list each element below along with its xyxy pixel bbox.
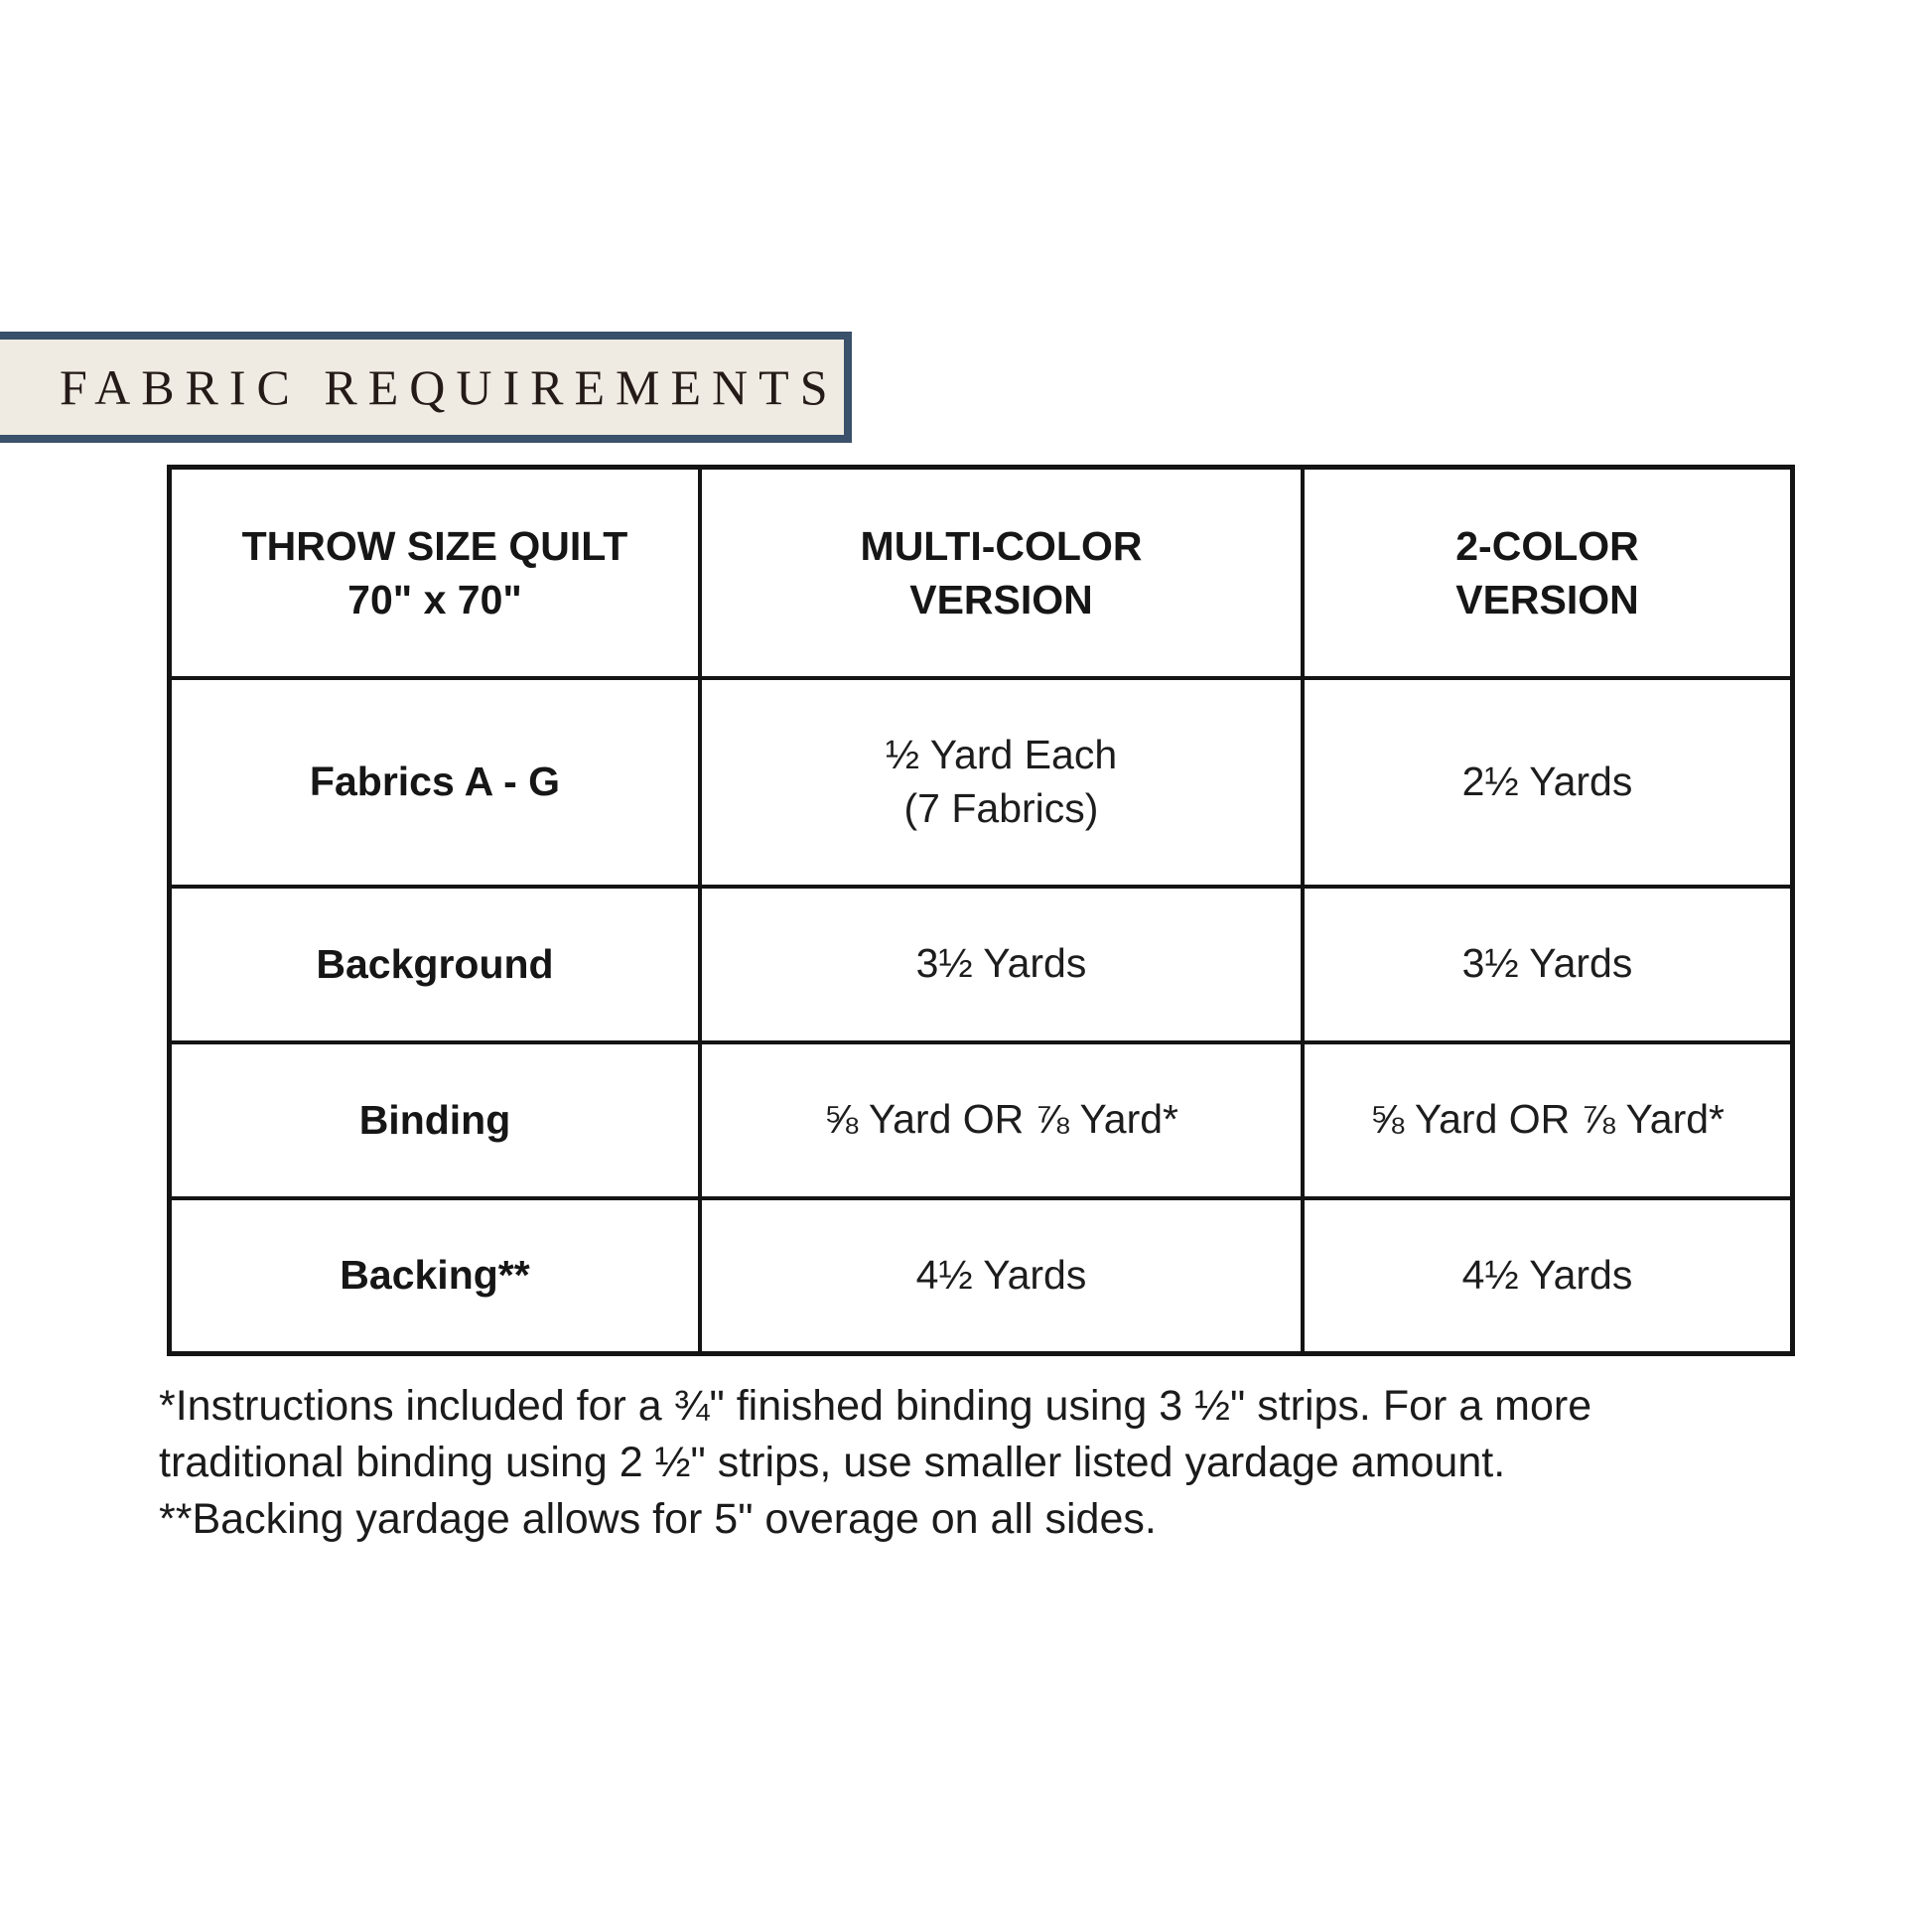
row-label-cell [170, 887, 701, 1042]
header-line: 2-COLOR [1455, 522, 1639, 569]
table-row-fabrics-a-g [170, 678, 1793, 887]
cell-value-line: ⅝ Yard OR ⅞ Yard* [823, 1096, 1179, 1143]
multi-color-value-cell [700, 1198, 1303, 1354]
fabric-requirements-table [167, 465, 1795, 1356]
row-label: Background [316, 940, 554, 987]
cell-value-line: ½ Yard Each [885, 732, 1118, 778]
cell-value-line: ⅝ Yard OR ⅞ Yard* [1369, 1096, 1725, 1143]
multi-color-value-cell [700, 887, 1303, 1042]
cell-value-line: (7 Fabrics) [903, 784, 1099, 831]
multi-color-value-cell [700, 678, 1303, 887]
table-row-backing [170, 1198, 1793, 1354]
table-row-binding [170, 1042, 1793, 1198]
header-cell-multi-color-version [700, 468, 1303, 678]
header-line: MULTI-COLOR [860, 522, 1143, 569]
row-label: Backing** [340, 1252, 530, 1299]
header-line: 70" x 70" [347, 576, 522, 622]
footnotes-block [159, 1378, 1787, 1549]
footnote-line-binding-1: *Instructions included for a ¾" finished binding using 3 ½" strips. For a more [159, 1382, 1592, 1430]
table-header-row [170, 468, 1793, 678]
table-row-background [170, 887, 1793, 1042]
row-label-cell [170, 1042, 701, 1198]
row-label-cell [170, 678, 701, 887]
cell-value-line: 4½ Yards [1461, 1252, 1633, 1299]
two-color-value-cell [1303, 1198, 1793, 1354]
two-color-value-cell [1303, 1042, 1793, 1198]
header-line: VERSION [909, 576, 1093, 622]
section-title: FABRIC REQUIREMENTS [60, 359, 839, 415]
cell-value-line: 2½ Yards [1461, 758, 1633, 804]
row-label: Fabrics A - G [309, 759, 561, 804]
header-line: VERSION [1455, 576, 1639, 622]
header-cell-throw-size-quilt [170, 468, 701, 678]
row-label-cell [170, 1198, 701, 1354]
section-title-banner [0, 332, 852, 443]
header-cell-2-color-version [1303, 468, 1793, 678]
footnote-line-backing: **Backing yardage allows for 5" overage on all sides. [159, 1495, 1157, 1544]
footnote-line-binding-2: traditional binding using 2 ½" strips, use smaller listed yardage amount. [159, 1439, 1506, 1487]
two-color-value-cell [1303, 887, 1793, 1042]
header-line: THROW SIZE QUILT [241, 522, 628, 569]
row-label: Binding [358, 1096, 511, 1143]
two-color-value-cell [1303, 678, 1793, 887]
cell-value-line: 3½ Yards [1461, 940, 1633, 987]
cell-value-line: 3½ Yards [915, 940, 1087, 987]
cell-value-line: 4½ Yards [915, 1252, 1087, 1299]
multi-color-value-cell [700, 1042, 1303, 1198]
